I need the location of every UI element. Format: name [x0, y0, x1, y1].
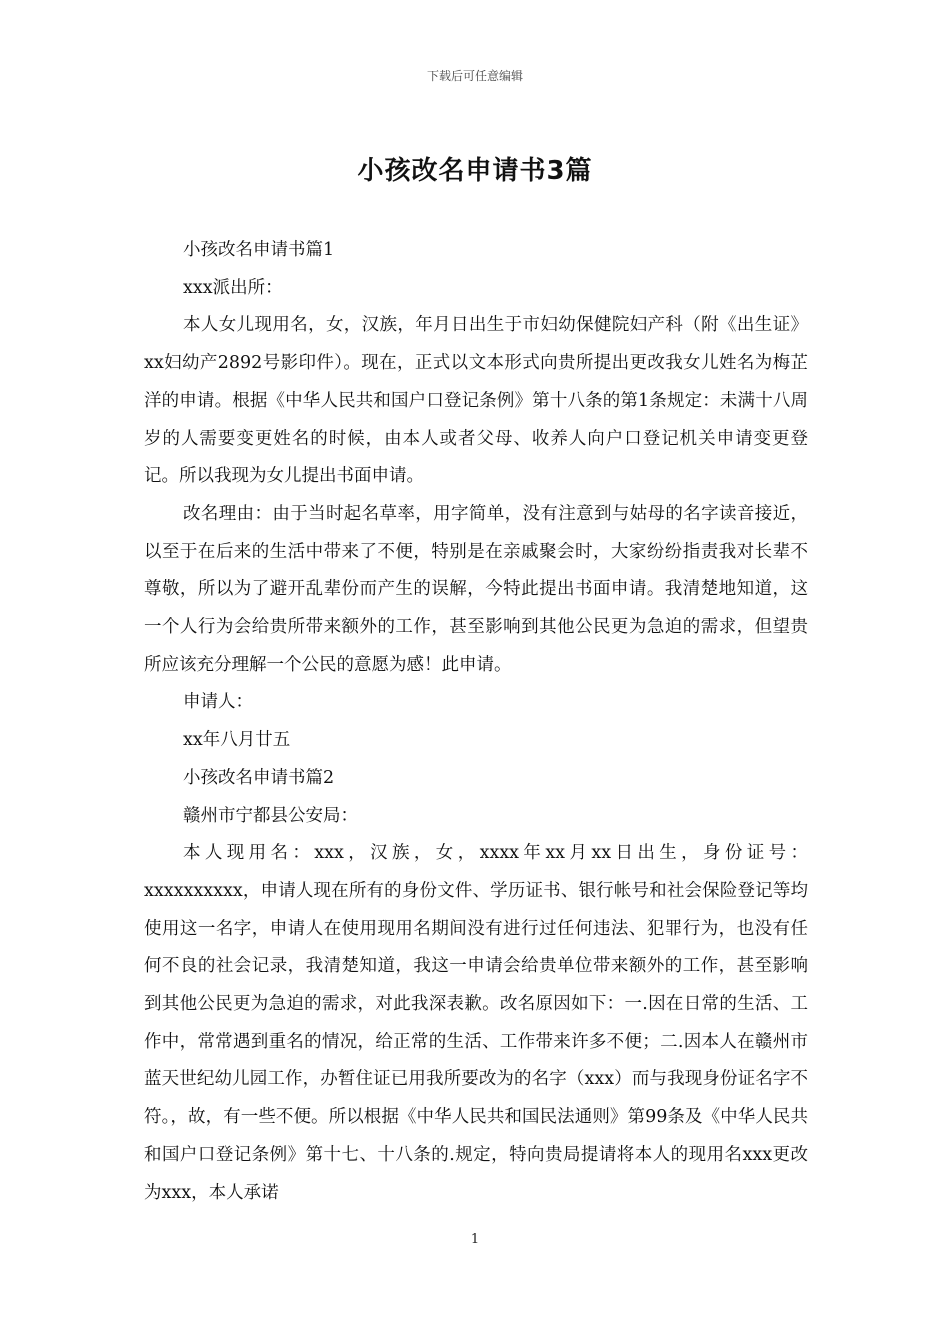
document-body [144, 232, 808, 1212]
section-heading-1: 小孩改名申请书篇1 [183, 240, 335, 260]
body-paragraph: 本人现用名：xxx，汉族，女，xxxx年xx月xx日出生，身份证号：xxxxxxxxxx，申请人现在所有的身份文件、学历证书、银行帐号和社会保险登记等均使用这一名字，申请人在使用现用名期间没有进行过任何违法、犯罪行为，也没有任何不良的社会记录，我清楚知道，我这一申请会给贵单位带来额外的工作，甚至影响到其他公民更为急迫的需求，对此我深表歉。改名原因如下：一.因在日常的生活、工作中，常常遇到重名的情况，给正常的生活、工作带来许多不便；二.因本人在赣州市蓝天世纪幼儿园工作，办暂住证已用我所要改为的名字（xxx）而与我现身份证名字不符。，故，有一些不便。所以根据《中华人民共和国民法通则》第99条及《中华人民共和国户口登记条例》第十七、十八条的.规定，特向贵局提请将本人的现用名xxx更改为xxx，本人承诺 [144, 843, 808, 1203]
salutation-2: 赣州市宁都县公安局： [183, 805, 358, 826]
section-heading-2: 小孩改名申请书篇2 [183, 767, 335, 788]
page-number: 1 [470, 1232, 480, 1247]
applicant-label: 申请人： [183, 692, 253, 713]
date-line: xx年八月廿五 [183, 730, 291, 751]
body-paragraph: 本人女儿现用名，女，汉族，年月日出生于市妇幼保健院妇产科（附《出生证》xx妇幼产2892号影印件）。现在，正式以文本形式向贵所提出更改我女儿姓名为梅芷洋的申请。根据《中华人民共和国户口登记条例》第十八条的第1条规定：未满十八周岁的人需要变更姓名的时候，由本人或者父母、收养人向户口登记机关申请变更登记。所以我现为女儿提出书面申请。 [144, 315, 808, 487]
page-header: 下载后可任意编辑 [426, 69, 523, 83]
salutation-1: xxx派出所： [183, 277, 283, 298]
document-title: 小孩改名申请书3篇 [357, 156, 593, 186]
body-paragraph: 改名理由：由于当时起名草率，用字简单，没有注意到与姑母的名字读音接近，以至于在后来的生活中带来了不便，特别是在亲戚聚会时，大家纷纷指责我对长辈不尊敬，所以为了避开乱辈份而产生的误解，今特此提出书面申请。我清楚地知道，这一个人行为会给贵所带来额外的工作，甚至影响到其他公民更为急迫的需求，但望贵所应该充分理解一个公民的意愿为感！此申请。 [144, 503, 808, 675]
